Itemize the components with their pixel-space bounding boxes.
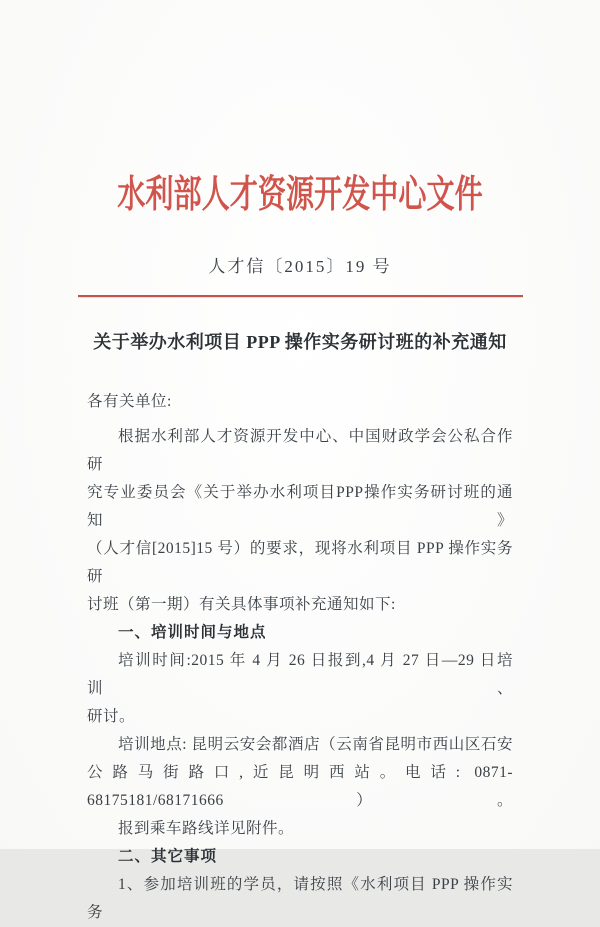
document-header	[0, 0, 600, 220]
document-body	[87, 388, 513, 927]
body-lines-container	[87, 423, 513, 927]
red-separator-rule	[78, 295, 523, 297]
body-line: 根据水利部人才资源开发中心、中国财政学会公私合作研	[87, 428, 513, 473]
body-line: 公路马街路口,近昆明西站。电话: 0871-68175181/68171666）。	[87, 764, 513, 809]
body-line: （人才信[2015]15 号）的要求，现将水利项目 PPP 操作实务研	[87, 540, 513, 585]
body-line: 1、参加培训班的学员，请按照《水利项目 PPP 操作实务	[87, 876, 513, 921]
salutation: 各有关单位:	[87, 393, 172, 410]
document-subject: 关于举办水利项目 PPP 操作实务研讨班的补充通知	[93, 332, 507, 352]
body-line: 培训时间:2015 年 4 月 26 日报到,4 月 27 日—29 日培训、	[87, 652, 513, 697]
body-line: 研讨。	[87, 708, 136, 725]
body-line: 究专业委员会《关于举办水利项目PPP操作实务研讨班的通知》	[87, 484, 513, 529]
body-line: 讨班（第一期）有关具体事项补充通知如下:	[87, 596, 396, 613]
body-line: 二、其它事项	[118, 848, 218, 865]
body-line: 报到乘车路线详见附件。	[118, 820, 295, 837]
document-title: 水利部人才资源开发中心文件	[117, 174, 483, 216]
body-line: 培训地点: 昆明云安会都酒店（云南省昆明市西山区石安	[118, 736, 513, 753]
document-number: 人才信〔2015〕19 号	[208, 257, 392, 276]
body-line: 一、培训时间与地点	[118, 624, 267, 641]
